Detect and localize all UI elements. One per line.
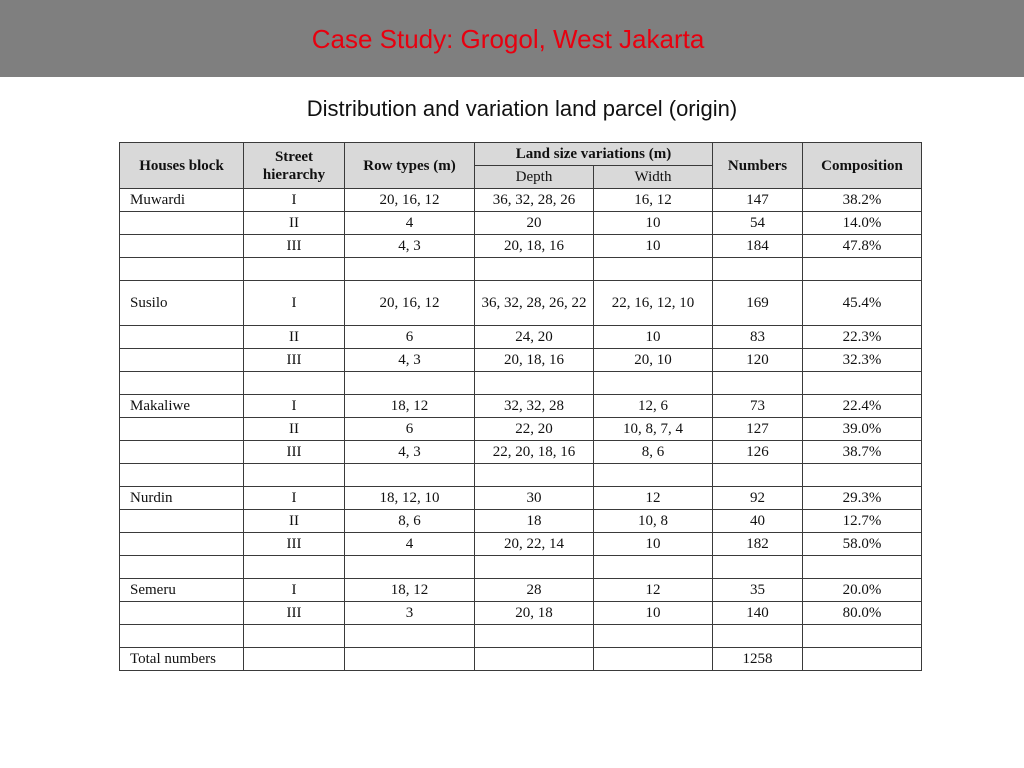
cell-row-types: 4, 3 xyxy=(345,441,475,464)
cell-row-types xyxy=(345,372,475,395)
cell-street-hierarchy: I xyxy=(244,281,345,326)
cell-width: 8, 6 xyxy=(594,441,713,464)
cell-numbers: 182 xyxy=(713,533,803,556)
cell-depth: 24, 20 xyxy=(475,326,594,349)
cell-row-types xyxy=(345,556,475,579)
cell-depth: 20, 18, 16 xyxy=(475,349,594,372)
cell-composition: 58.0% xyxy=(803,533,922,556)
cell-depth: 28 xyxy=(475,579,594,602)
cell-row-types: 6 xyxy=(345,418,475,441)
cell-street-hierarchy xyxy=(244,372,345,395)
cell-composition: 47.8% xyxy=(803,235,922,258)
cell-street-hierarchy: II xyxy=(244,510,345,533)
cell-street-hierarchy: I xyxy=(244,395,345,418)
cell-houses-block xyxy=(120,510,244,533)
cell-houses-block xyxy=(120,326,244,349)
cell-width: 10 xyxy=(594,212,713,235)
cell-numbers xyxy=(713,625,803,648)
cell-depth: 36, 32, 28, 26 xyxy=(475,189,594,212)
cell-numbers: 140 xyxy=(713,602,803,625)
table-row xyxy=(120,556,922,579)
cell-composition: 39.0% xyxy=(803,418,922,441)
header-depth: Depth xyxy=(475,166,594,189)
cell-numbers: 73 xyxy=(713,395,803,418)
cell-width: 20, 10 xyxy=(594,349,713,372)
header-street-hierarchy: Street hierarchy xyxy=(244,143,345,189)
cell-numbers xyxy=(713,556,803,579)
table-row xyxy=(120,258,922,281)
cell-width: 10, 8, 7, 4 xyxy=(594,418,713,441)
cell-houses-block xyxy=(120,212,244,235)
cell-composition: 45.4% xyxy=(803,281,922,326)
cell-depth: 22, 20 xyxy=(475,418,594,441)
cell-width: 10 xyxy=(594,602,713,625)
cell-depth: 20, 18, 16 xyxy=(475,235,594,258)
cell-houses-block xyxy=(120,464,244,487)
cell-depth: 32, 32, 28 xyxy=(475,395,594,418)
cell-width xyxy=(594,648,713,671)
cell-numbers: 92 xyxy=(713,487,803,510)
cell-street-hierarchy: I xyxy=(244,487,345,510)
cell-houses-block: Susilo xyxy=(120,281,244,326)
header-numbers: Numbers xyxy=(713,143,803,189)
cell-houses-block xyxy=(120,533,244,556)
cell-width: 10, 8 xyxy=(594,510,713,533)
cell-numbers: 169 xyxy=(713,281,803,326)
cell-row-types: 20, 16, 12 xyxy=(345,189,475,212)
cell-composition: 22.3% xyxy=(803,326,922,349)
table-row xyxy=(120,281,922,326)
cell-row-types: 18, 12 xyxy=(345,579,475,602)
cell-depth: 20, 22, 14 xyxy=(475,533,594,556)
cell-street-hierarchy: I xyxy=(244,579,345,602)
cell-row-types: 4 xyxy=(345,533,475,556)
cell-street-hierarchy xyxy=(244,464,345,487)
table-row xyxy=(120,235,922,258)
table-row xyxy=(120,372,922,395)
cell-width xyxy=(594,372,713,395)
cell-street-hierarchy: I xyxy=(244,189,345,212)
cell-houses-block xyxy=(120,258,244,281)
cell-depth xyxy=(475,464,594,487)
cell-width: 16, 12 xyxy=(594,189,713,212)
header-houses-block: Houses block xyxy=(120,143,244,189)
cell-width: 12 xyxy=(594,487,713,510)
cell-row-types: 18, 12, 10 xyxy=(345,487,475,510)
header-land-size-variations: Land size variations (m) xyxy=(475,143,713,166)
cell-houses-block xyxy=(120,349,244,372)
cell-houses-block: Total numbers xyxy=(120,648,244,671)
table-row xyxy=(120,326,922,349)
cell-depth xyxy=(475,648,594,671)
table-row xyxy=(120,464,922,487)
table-row xyxy=(120,602,922,625)
cell-row-types: 4, 3 xyxy=(345,349,475,372)
cell-houses-block: Makaliwe xyxy=(120,395,244,418)
table-row xyxy=(120,487,922,510)
cell-width: 10 xyxy=(594,326,713,349)
table-row xyxy=(120,648,922,671)
table-row xyxy=(120,441,922,464)
cell-composition xyxy=(803,556,922,579)
cell-width xyxy=(594,258,713,281)
cell-houses-block xyxy=(120,372,244,395)
cell-composition: 14.0% xyxy=(803,212,922,235)
cell-composition: 20.0% xyxy=(803,579,922,602)
cell-houses-block: Muwardi xyxy=(120,189,244,212)
cell-houses-block xyxy=(120,556,244,579)
cell-numbers: 184 xyxy=(713,235,803,258)
cell-width xyxy=(594,464,713,487)
header-composition: Composition xyxy=(803,143,922,189)
cell-numbers: 147 xyxy=(713,189,803,212)
cell-row-types xyxy=(345,258,475,281)
table-row xyxy=(120,579,922,602)
cell-depth xyxy=(475,372,594,395)
table-row xyxy=(120,349,922,372)
cell-composition: 38.7% xyxy=(803,441,922,464)
cell-numbers: 1258 xyxy=(713,648,803,671)
cell-numbers: 127 xyxy=(713,418,803,441)
cell-row-types xyxy=(345,648,475,671)
cell-depth xyxy=(475,258,594,281)
cell-composition xyxy=(803,625,922,648)
cell-composition xyxy=(803,258,922,281)
cell-depth: 20 xyxy=(475,212,594,235)
cell-row-types xyxy=(345,464,475,487)
cell-depth: 22, 20, 18, 16 xyxy=(475,441,594,464)
cell-row-types xyxy=(345,625,475,648)
cell-numbers xyxy=(713,258,803,281)
cell-houses-block xyxy=(120,235,244,258)
cell-composition xyxy=(803,464,922,487)
cell-row-types: 3 xyxy=(345,602,475,625)
cell-row-types: 20, 16, 12 xyxy=(345,281,475,326)
table-row xyxy=(120,395,922,418)
cell-row-types: 4, 3 xyxy=(345,235,475,258)
cell-depth xyxy=(475,625,594,648)
cell-houses-block xyxy=(120,441,244,464)
header-row-types: Row types (m) xyxy=(345,143,475,189)
table-row xyxy=(120,189,922,212)
cell-houses-block xyxy=(120,625,244,648)
cell-numbers xyxy=(713,464,803,487)
cell-width: 12, 6 xyxy=(594,395,713,418)
cell-street-hierarchy: III xyxy=(244,602,345,625)
table-row xyxy=(120,418,922,441)
table-row xyxy=(120,510,922,533)
cell-houses-block: Nurdin xyxy=(120,487,244,510)
cell-numbers: 83 xyxy=(713,326,803,349)
slide-title: Case Study: Grogol, West Jakarta xyxy=(311,24,705,54)
cell-street-hierarchy: III xyxy=(244,349,345,372)
cell-houses-block xyxy=(120,418,244,441)
cell-composition: 22.4% xyxy=(803,395,922,418)
cell-numbers: 54 xyxy=(713,212,803,235)
cell-street-hierarchy: III xyxy=(244,235,345,258)
cell-houses-block: Semeru xyxy=(120,579,244,602)
table-header xyxy=(120,143,922,189)
table-body xyxy=(120,189,922,671)
cell-numbers: 40 xyxy=(713,510,803,533)
cell-width: 22, 16, 12, 10 xyxy=(594,281,713,326)
land-parcel-table xyxy=(119,142,922,671)
table-row xyxy=(120,625,922,648)
table-row xyxy=(120,212,922,235)
cell-width xyxy=(594,556,713,579)
cell-composition xyxy=(803,648,922,671)
cell-numbers: 35 xyxy=(713,579,803,602)
cell-width: 10 xyxy=(594,235,713,258)
cell-row-types: 8, 6 xyxy=(345,510,475,533)
cell-composition xyxy=(803,372,922,395)
cell-row-types: 18, 12 xyxy=(345,395,475,418)
cell-numbers: 120 xyxy=(713,349,803,372)
table-row xyxy=(120,533,922,556)
cell-composition: 80.0% xyxy=(803,602,922,625)
cell-depth: 18 xyxy=(475,510,594,533)
cell-street-hierarchy xyxy=(244,556,345,579)
cell-depth: 30 xyxy=(475,487,594,510)
cell-street-hierarchy: II xyxy=(244,418,345,441)
cell-composition: 32.3% xyxy=(803,349,922,372)
table-subtitle: Distribution and variation land parcel (origin) xyxy=(306,96,738,121)
cell-street-hierarchy: II xyxy=(244,326,345,349)
cell-composition: 38.2% xyxy=(803,189,922,212)
cell-row-types: 6 xyxy=(345,326,475,349)
cell-width: 10 xyxy=(594,533,713,556)
cell-width: 12 xyxy=(594,579,713,602)
cell-depth: 20, 18 xyxy=(475,602,594,625)
cell-composition: 12.7% xyxy=(803,510,922,533)
cell-street-hierarchy: III xyxy=(244,533,345,556)
cell-width xyxy=(594,625,713,648)
cell-houses-block xyxy=(120,602,244,625)
cell-street-hierarchy: II xyxy=(244,212,345,235)
cell-numbers: 126 xyxy=(713,441,803,464)
cell-street-hierarchy xyxy=(244,625,345,648)
cell-numbers xyxy=(713,372,803,395)
cell-depth: 36, 32, 28, 26, 22 xyxy=(475,281,594,326)
cell-depth xyxy=(475,556,594,579)
cell-row-types: 4 xyxy=(345,212,475,235)
cell-street-hierarchy xyxy=(244,648,345,671)
cell-composition: 29.3% xyxy=(803,487,922,510)
cell-street-hierarchy xyxy=(244,258,345,281)
cell-street-hierarchy: III xyxy=(244,441,345,464)
header-width: Width xyxy=(594,166,713,189)
